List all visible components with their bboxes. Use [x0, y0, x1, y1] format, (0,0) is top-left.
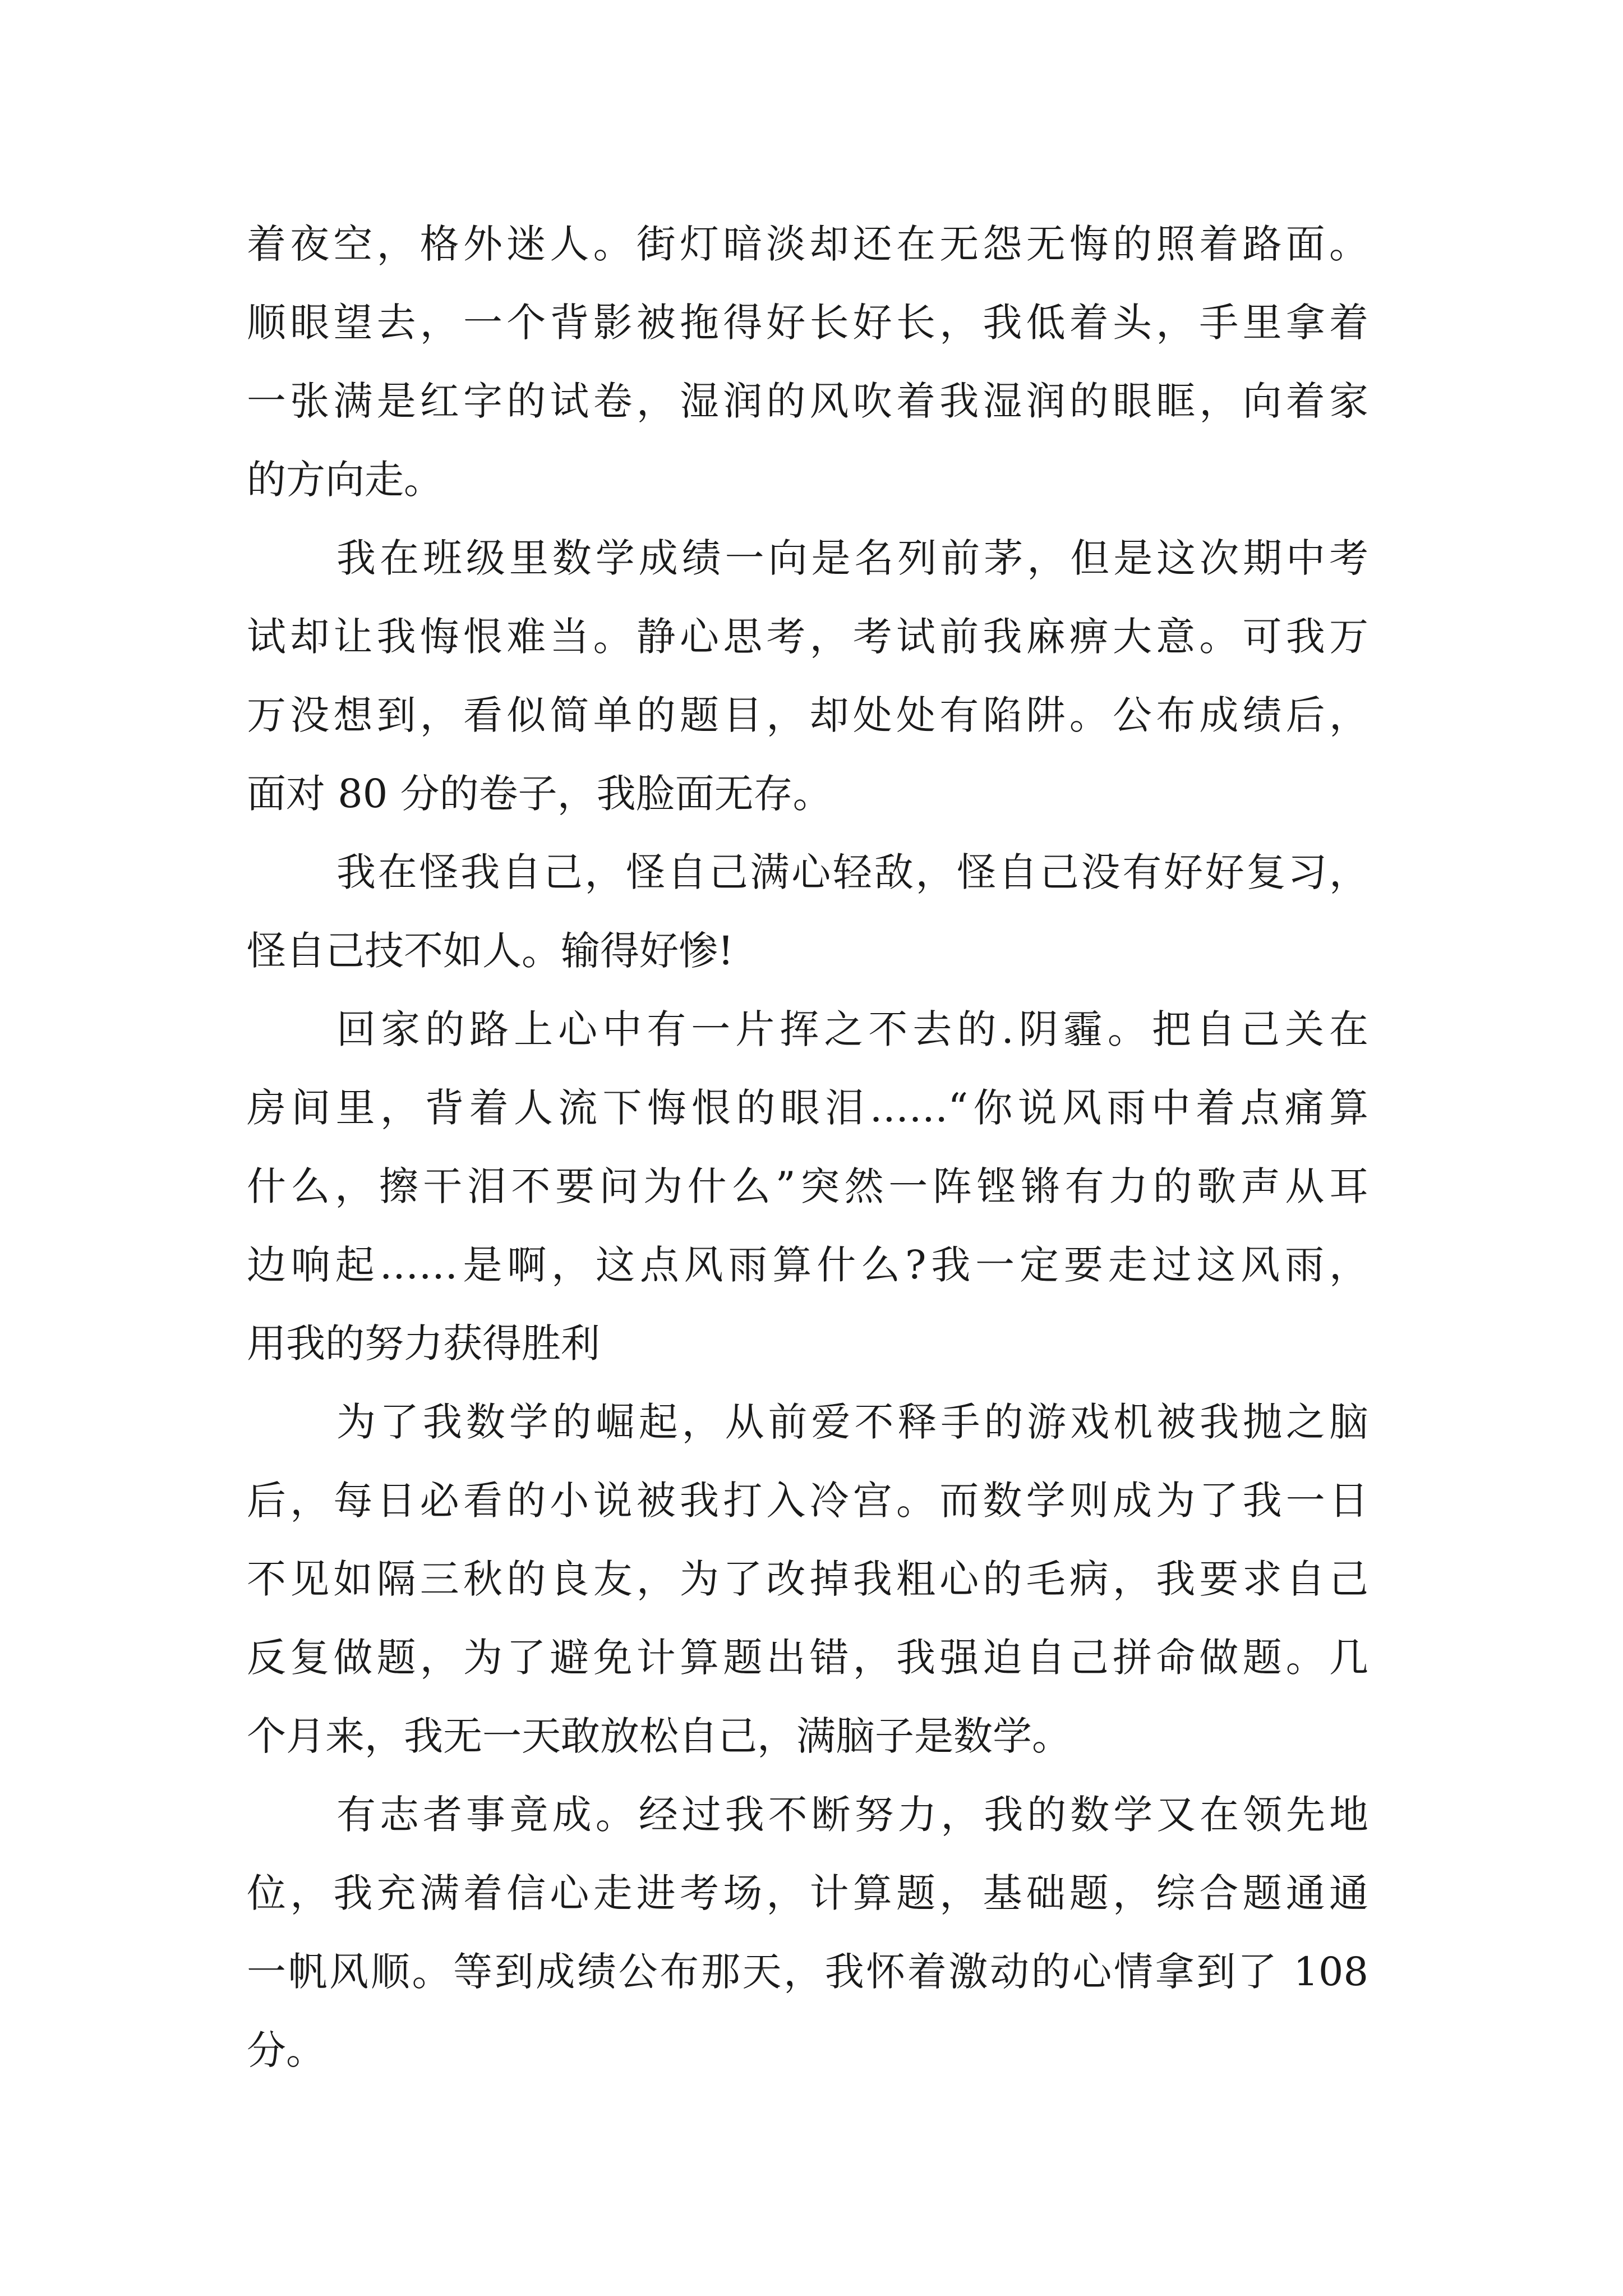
text-line: 的方向走。: [247, 457, 443, 503]
text-line: 一张满是红字的试卷，湿润的风吹着我湿润的眼眶，向着家: [247, 378, 1368, 424]
text-line: 回家的路上心中有一片挥之不去的.阴霾。把自己关在: [336, 1006, 1368, 1052]
text-line: 着夜空，格外迷人。街灯暗淡却还在无怨无悔的照着路面。: [247, 221, 1368, 267]
text-line: 后，每日必看的小说被我打入冷宫。而数学则成为了我一日: [247, 1478, 1368, 1524]
text-line: 房间里，背着人流下悔恨的眼泪……“你说风雨中着点痛算: [247, 1085, 1368, 1131]
text-line: 顺眼望去，一个背影被拖得好长好长，我低着头，手里拿着: [247, 300, 1368, 346]
text-line: 一帆风顺。等到成绩公布那天，我怀着激动的心情拿到了 108: [247, 1949, 1368, 1995]
text-line: 试却让我悔恨难当。静心思考，考试前我麻痹大意。可我万: [247, 614, 1368, 660]
text-line: 反复做题，为了避免计算题出错，我强迫自己拼命做题。几: [247, 1635, 1368, 1681]
text-line: 为了我数学的崛起，从前爱不释手的游戏机被我抛之脑: [336, 1399, 1368, 1445]
text-line: 万没想到，看似简单的题目，却处处有陷阱。公布成绩后，: [247, 692, 1368, 738]
text-line: 怪自己技不如人。输得好惨!: [247, 928, 734, 974]
text-line: 有志者事竟成。经过我不断努力，我的数学又在领先地: [336, 1792, 1368, 1838]
text-line: 个月来，我无一天敢放松自己，满脑子是数学。: [247, 1713, 1071, 1759]
text-line: 边响起……是啊，这点风雨算什么?我一定要走过这风雨，: [247, 1242, 1368, 1288]
text-line: 我在班级里数学成绩一向是名列前茅，但是这次期中考: [336, 535, 1368, 581]
text-line: 什么，擦干泪不要问为什么”突然一阵铿锵有力的歌声从耳: [247, 1163, 1368, 1209]
text-line: 分。: [247, 2027, 325, 2073]
text-line: 用我的努力获得胜利: [247, 1320, 600, 1366]
text-line: 不见如隔三秋的良友，为了改掉我粗心的毛病，我要求自己: [247, 1556, 1368, 1602]
text-line: 位，我充满着信心走进考场，计算题，基础题，综合题通通: [247, 1870, 1368, 1916]
text-line: 面对 80 分的卷子，我脸面无存。: [247, 771, 832, 817]
text-line: 我在怪我自己，怪自己满心轻敌，怪自己没有好好复习，: [336, 849, 1368, 895]
